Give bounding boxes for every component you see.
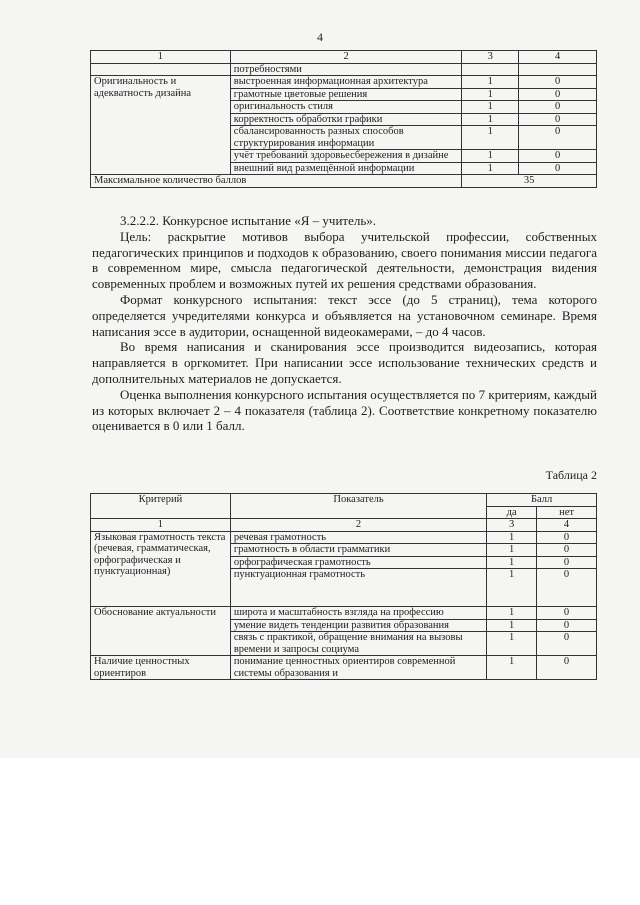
table-header-row <box>91 51 597 64</box>
criterion-cell: Языковая грамотность текста (речевая, грамматическая, орфографическая и пунктуационная) <box>91 531 231 607</box>
table-caption: Таблица 2 <box>545 468 597 482</box>
no-cell: 0 <box>519 76 597 89</box>
indicator-cell: понимание ценностных ориентиров современной системы образования и <box>230 656 486 680</box>
indicator-cell: грамотность в области грамматики <box>230 544 486 557</box>
total-value: 35 <box>462 175 597 188</box>
yes-cell: 1 <box>462 76 519 89</box>
table-row <box>91 63 597 76</box>
yes-cell: 1 <box>462 162 519 175</box>
indicator-cell: учёт требований здоровьесбережения в дизайне <box>230 150 462 163</box>
paragraph-format: Формат конкурсного испытания: текст эссе (до 5 страниц), тема которого определяется учредителями конкурса и объявляется на установочном семинаре. Время написания эссе в аудитории, оснащенной видеокамерами, – до 4 часов. <box>92 291 597 339</box>
score-header: Балл <box>487 494 597 507</box>
indicator-header: Показатель <box>230 494 486 519</box>
yes-cell: 1 <box>487 656 537 680</box>
no-cell: 0 <box>519 101 597 114</box>
col-num: 2 <box>230 519 486 532</box>
criterion-cell: Оригинальность и адекватность дизайна <box>91 76 231 175</box>
yes-header: да <box>487 506 537 519</box>
total-label: Максимальное количество баллов <box>91 175 462 188</box>
col-num: 3 <box>487 519 537 532</box>
section-heading: 3.2.2.2. Конкурсное испытание «Я – учитель». <box>120 213 377 228</box>
indicator-cell: внешний вид размещённой информации <box>230 162 462 175</box>
criterion-cell: Обоснование актуальности <box>91 607 231 656</box>
indicator-cell: связь с практикой, обращение внимания на вызовы времени и запросы социума <box>230 632 486 656</box>
yes-cell: 1 <box>487 531 537 544</box>
body-text <box>92 213 597 434</box>
no-cell: 0 <box>537 656 597 680</box>
yes-cell: 1 <box>487 632 537 656</box>
indicator-cell: широта и масштабность взгляда на профессию <box>230 607 486 620</box>
table-row <box>91 607 597 620</box>
indicator-cell: орфографическая грамотность <box>230 556 486 569</box>
yes-cell: 1 <box>487 619 537 632</box>
col-num: 1 <box>91 51 231 64</box>
yes-cell: 1 <box>462 101 519 114</box>
total-row <box>91 175 597 188</box>
indicator-cell: оригинальность стиля <box>230 101 462 114</box>
table-colnum-row <box>91 519 597 532</box>
yes-cell: 1 <box>462 126 519 150</box>
no-cell: 0 <box>519 113 597 126</box>
no-header: нет <box>537 506 597 519</box>
col-num: 1 <box>91 519 231 532</box>
no-cell: 0 <box>537 544 597 557</box>
no-cell: 0 <box>519 162 597 175</box>
no-cell: 0 <box>537 569 597 607</box>
paragraph-video: Во время написания и сканирования эссе производится видеозапись, которая направляется в оргкомитет. При написании эссе использование технических средств и дополнительных материалов не допускается. <box>92 339 597 386</box>
yes-cell: 1 <box>462 113 519 126</box>
indicator-cell: пунктуационная грамотность <box>230 569 486 607</box>
no-cell: 0 <box>537 607 597 620</box>
table-row <box>91 76 597 89</box>
paragraph-evaluation: Оценка выполнения конкурсного испытания осуществляется по 7 критериям, каждый из которых включает 2 – 4 показателя (таблица 2). Соответствие конкретному показателю оценивается в 0 или 1 балл. <box>92 386 597 434</box>
no-cell: 0 <box>537 531 597 544</box>
page-number: 4 <box>317 30 323 44</box>
indicator-cell: речевая грамотность <box>230 531 486 544</box>
no-cell: 0 <box>537 556 597 569</box>
yes-cell: 1 <box>487 569 537 607</box>
criterion-cell: Наличие ценностных ориентиров <box>91 656 231 680</box>
no-cell: 0 <box>519 126 597 150</box>
no-cell: 0 <box>537 619 597 632</box>
no-cell: 0 <box>519 150 597 163</box>
table-header-row <box>91 494 597 507</box>
yes-cell: 1 <box>487 556 537 569</box>
indicator-cell: потребностями <box>230 63 462 76</box>
yes-cell: 1 <box>462 150 519 163</box>
indicator-cell: выстроенная информационная архитектура <box>230 76 462 89</box>
no-cell: 0 <box>519 88 597 101</box>
criteria-table-2 <box>90 493 597 680</box>
indicator-cell: грамотные цветовые решения <box>230 88 462 101</box>
yes-cell: 1 <box>487 544 537 557</box>
col-num: 4 <box>519 51 597 64</box>
criteria-table-1 <box>90 50 597 188</box>
yes-cell: 1 <box>487 607 537 620</box>
criterion-header: Критерий <box>91 494 231 519</box>
table-row <box>91 531 597 544</box>
paragraph-goal: Цель: раскрытие мотивов выбора учительской профессии, собственных педагогических принципов и подходов к образованию, своего понимания миссии педагога в современном мире, смысла педагогической деятельности, демонстрация видения современных проблем и возможных путей их решения средствами образования. <box>92 228 597 292</box>
col-num: 3 <box>462 51 519 64</box>
indicator-cell: сбалансированность разных способов структурирования информации <box>230 126 462 150</box>
yes-cell: 1 <box>462 88 519 101</box>
indicator-cell: умение видеть тенденции развития образования <box>230 619 486 632</box>
no-cell: 0 <box>537 632 597 656</box>
table-row <box>91 656 597 680</box>
col-num: 2 <box>230 51 462 64</box>
indicator-cell: корректность обработки графики <box>230 113 462 126</box>
col-num: 4 <box>537 519 597 532</box>
